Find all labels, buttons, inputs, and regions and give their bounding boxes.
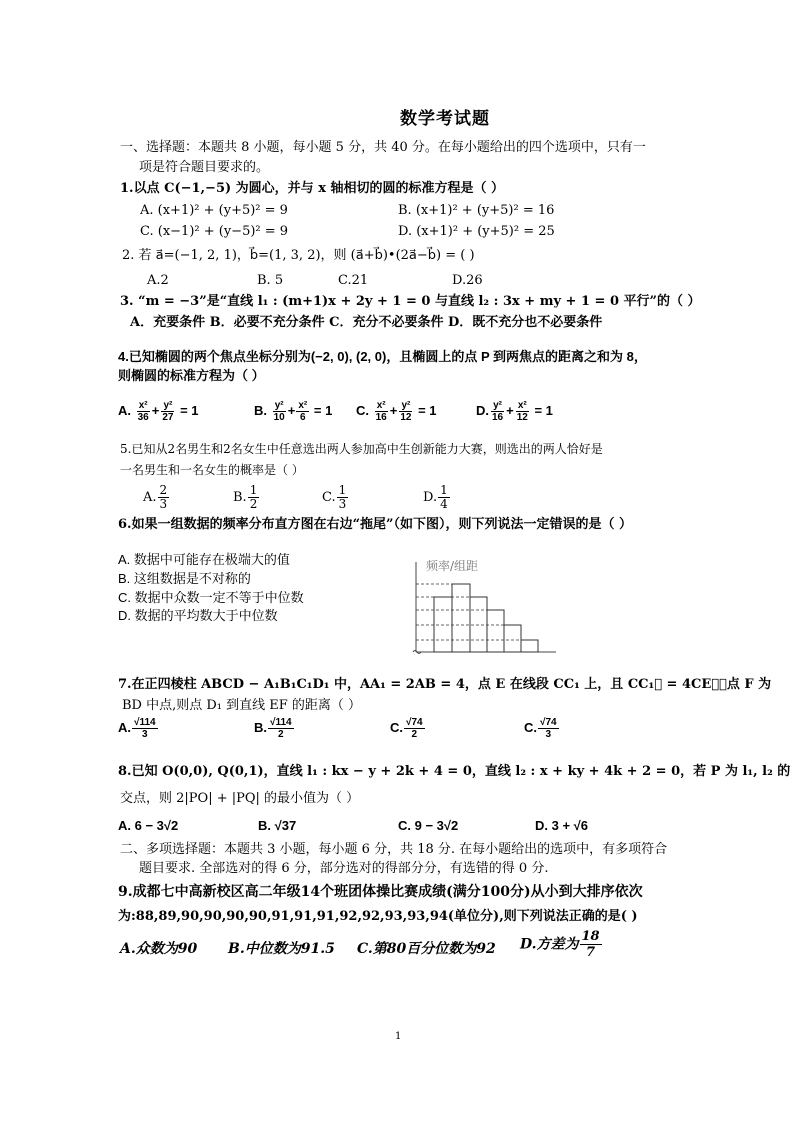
q9-option-c: C.第80百分位数为92: [357, 941, 496, 957]
q4-a-den1: 36: [137, 412, 149, 423]
q7-b-frac: [268, 717, 294, 740]
q4-d-frac1: [490, 400, 505, 423]
q4-d-den2: 12: [516, 412, 528, 423]
q4-option-a: A. $\frac{\text{x²}}{36}$ + $\frac{\text{y²}}{27}$ = 1: [118, 400, 199, 423]
q1-option-d: D. (x+1)² + (y+5)² = 25: [398, 224, 555, 239]
q4-d-den1: 16: [492, 412, 504, 423]
q4-c-den1: 16: [375, 412, 387, 423]
q5-a-den: 3: [159, 497, 168, 511]
q4-b-frac1: [272, 400, 287, 423]
q6-stem: 6.如果一组数据的频率分布直方图在右边“拖尾”（如下图），则下列说法一定错误的是（ ）: [118, 517, 633, 532]
section1-heading-line2: 项是符合题目要求的。: [139, 160, 270, 175]
q1-option-b: B. (x+1)² + (y+5)² = 16: [398, 203, 555, 218]
q7-stem-line1: 7.在正四棱柱 ABCD − A₁B₁C₁D₁ 中，AA₁ = 2AB = 4，点 E 在线段 CC₁ 上，且 CC₁⃗ = 4CE⃗，点 F 为: [118, 677, 772, 692]
q5-d-num: 1: [440, 483, 448, 497]
q5-option-c: [322, 484, 349, 511]
q5-c-num: 1: [338, 483, 347, 497]
q9-option-d: [520, 929, 603, 960]
q4-b-eq: = 1: [313, 402, 333, 418]
q7-a-num: √114: [134, 717, 156, 728]
q5-option-c-label: C.: [322, 490, 336, 505]
q8-stem-line2: 交点，则 2|PO| + |PQ| 的最小值为（ ）: [120, 791, 360, 806]
q4-b-num1: y²: [274, 400, 284, 411]
q3-stem: 3. “m = −3”是“直线 l₁ : (m+1)x + 2y + 1 = 0 与直线 l₂ : 3x + my + 1 = 0 平行”的（ ）: [120, 294, 701, 309]
q9-option-a: A.众数为90: [120, 941, 198, 957]
q7-d-num: √74: [540, 717, 557, 728]
histogram-bar-4: [487, 610, 504, 652]
q4-a-frac2: [160, 400, 175, 423]
q1-option-c: C. (x−1)² + (y−5)² = 9: [140, 224, 289, 239]
q4-a-den2: 27: [162, 412, 174, 423]
histogram-bar-6: [521, 640, 538, 652]
q9-d-frac: [580, 929, 602, 960]
q4-a-num2: y²: [163, 400, 173, 411]
q2-option-a: A.2: [147, 273, 169, 288]
q4-option-a-label: A.: [118, 402, 131, 418]
q4-a-frac1: [136, 400, 151, 423]
q4-c-eq: = 1: [418, 402, 437, 418]
q7-b-den: 2: [278, 729, 284, 740]
q8-stem-line1: 8.已知 O(0,0), Q(0,1)，直线 l₁ : kx − y + 2k + 4 = 0，直线 l₂ : x + ky + 4k + 2 = 0，若 P 为 l₁, l₂ 的: [118, 764, 791, 779]
q4-option-b-label: B.: [254, 402, 267, 418]
q5-stem-line1: 5.已知从2名男生和2名女生中任意选出两人参加高中生创新能力大赛，则选出的两人恰好是: [120, 442, 603, 456]
q1-option-a: A. (x+1)² + (y+5)² = 9: [140, 203, 288, 218]
q5-a-frac: [158, 484, 170, 511]
q7-c-num: √74: [406, 717, 423, 728]
q7-option-d-label: C.: [524, 719, 537, 735]
q4-b-num2: x²: [298, 400, 308, 411]
histogram-bar-3: [470, 597, 487, 652]
q7-b-num: √114: [270, 717, 292, 728]
q4-stem-line1: 4.已知椭圆的两个焦点坐标分别为(−2, 0), (2, 0)，且椭圆上的点 P 到两焦点的距离之和为 8，: [118, 349, 647, 364]
q7-option-a: [118, 717, 159, 740]
q6-option-d: D. 数据的平均数大于中位数: [118, 608, 278, 623]
skewed-histogram-figure: [410, 556, 560, 658]
q8-option-d: D. 3 + √6: [535, 818, 589, 833]
q7-option-c-label: C.: [390, 719, 403, 735]
q5-option-b-label: B.: [233, 490, 247, 505]
q7-stem-line2: BD 中点,则点 D₁ 到直线 EF 的距离（ ）: [122, 698, 362, 713]
q3-options: A．充要条件 B．必要不充分条件 C．充分不必要条件 D．既不充分也不必要条件: [130, 315, 603, 330]
histogram-bar-2: [452, 584, 470, 652]
histogram-bar-5: [504, 625, 521, 652]
q2-option-c: C.21: [338, 273, 369, 288]
q2-stem: 2. 若 a⃗=(−1, 2, 1)，b⃗=(1, 3, 2)，则 (a⃗+b⃗)•(2a⃗−b⃗) = ( ): [122, 248, 475, 263]
q4-b-frac2: [296, 400, 309, 423]
q5-b-num: 1: [249, 483, 258, 497]
q7-option-c: [390, 717, 426, 740]
histogram-bar-1: [434, 597, 452, 652]
q4-stem-line2: 则椭圆的标准方程为（ ）: [118, 368, 265, 383]
section1-heading-line1: 一、选择题：本题共 8 小题，每小题 5 分，共 40 分。在每小题给出的四个选项中，只有一: [120, 140, 646, 155]
q9-d-num: 18: [581, 929, 600, 944]
q4-option-c-label: C.: [356, 402, 369, 418]
q6-option-c: C. 数据中众数一定不等于中位数: [118, 590, 304, 605]
q4-c-frac2: [398, 400, 413, 423]
q4-d-num2: x²: [517, 400, 527, 411]
q8-option-b: B. √37: [258, 818, 297, 833]
q4-c-num2: y²: [401, 400, 411, 411]
section2-heading-line2: 题目要求. 全部选对的得 6 分，部分选对的得部分分，有选错的得 0 分.: [139, 861, 549, 876]
q5-option-a-label: A.: [143, 490, 157, 505]
histogram-bars: [434, 584, 538, 652]
histogram-ylabel: 频率/组距: [426, 559, 479, 573]
q9-d-den: 7: [586, 945, 596, 960]
q4-b-den2: 6: [300, 412, 306, 423]
q5-c-frac: [337, 484, 349, 511]
q7-a-frac: [132, 717, 158, 740]
q8-option-c: C. 9 − 3√2: [398, 818, 459, 833]
q5-option-d-label: D.: [423, 490, 438, 505]
q4-option-c: C. $\frac{\text{x²}}{16}$ + $\frac{\text{y²}}{12}$ = 1: [356, 400, 437, 423]
q7-c-frac: [404, 717, 425, 740]
q7-a-den: 3: [142, 729, 148, 740]
q4-c-frac1: [374, 400, 389, 423]
q7-d-den: 3: [545, 729, 552, 740]
q4-option-b: B. $\frac{\text{y²}}{10}$ + $\frac{\text{x²}}{6}$ = 1: [254, 400, 333, 423]
q9-stem-line2: 为:88,89,90,90,90,90,91,91,91,92,92,93,93,94(单位分),则下列说法正确的是( ): [118, 909, 638, 924]
q5-b-den: 2: [249, 497, 258, 511]
q5-option-b: [233, 484, 260, 511]
q7-option-b: [254, 717, 295, 740]
q7-d-frac: [538, 717, 559, 740]
q4-option-d: D. $\frac{\text{y²}}{16}$ + $\frac{\text{x²}}{12}$ = 1: [476, 400, 553, 423]
q1-stem: 1.以点 C(−1,−5) 为圆心，并与 x 轴相切的圆的标准方程是（ ）: [120, 181, 505, 196]
q5-d-frac: [438, 484, 450, 511]
q4-c-num1: x²: [376, 400, 386, 411]
q7-option-b-label: B.: [254, 719, 267, 735]
q4-option-d-label: D.: [476, 402, 489, 418]
q8-option-a: A. 6 − 3√2: [118, 818, 179, 833]
q5-d-den: 4: [440, 497, 448, 511]
q5-option-a: [143, 484, 170, 511]
q4-a-num1: x²: [138, 400, 148, 411]
section2-heading-line1: 二、多项选择题：本题共 3 小题，每小题 6 分，共 18 分. 在每小题给出的选项中，有多项符合: [120, 842, 668, 857]
q4-d-num1: y²: [493, 400, 503, 411]
page-number: 1: [395, 1031, 402, 1042]
q4-b-den1: 10: [273, 412, 285, 423]
q2-option-b: B. 5: [257, 273, 284, 288]
page-title: 数学考试题: [400, 109, 490, 129]
q7-option-a-label: A.: [118, 719, 131, 735]
q6-option-b: B. 这组数据是不对称的: [118, 571, 251, 586]
q7-option-d: [524, 717, 560, 740]
q4-c-den2: 12: [400, 412, 412, 423]
q9-option-d-label: D.方差为: [520, 936, 579, 953]
q4-d-eq: = 1: [534, 402, 553, 418]
q5-option-d: [423, 484, 451, 511]
q4-d-frac2: [515, 400, 530, 423]
q9-option-b: B.中位数为91.5: [228, 941, 335, 957]
q9-stem-line1: 9.成都七中高新校区高二年级14个班团体操比赛成绩(满分100分)从小到大排序依次: [118, 884, 643, 900]
q6-option-a: A. 数据中可能存在极端大的值: [118, 552, 290, 567]
q7-c-den: 2: [411, 729, 418, 740]
q4-a-eq: = 1: [180, 402, 199, 418]
q5-a-num: 2: [159, 483, 168, 497]
q5-c-den: 3: [338, 497, 347, 511]
q5-b-frac: [248, 484, 260, 511]
q2-option-d: D.26: [452, 273, 483, 288]
q5-stem-line2: 一名男生和一名女生的概率是（ ）: [120, 463, 304, 477]
